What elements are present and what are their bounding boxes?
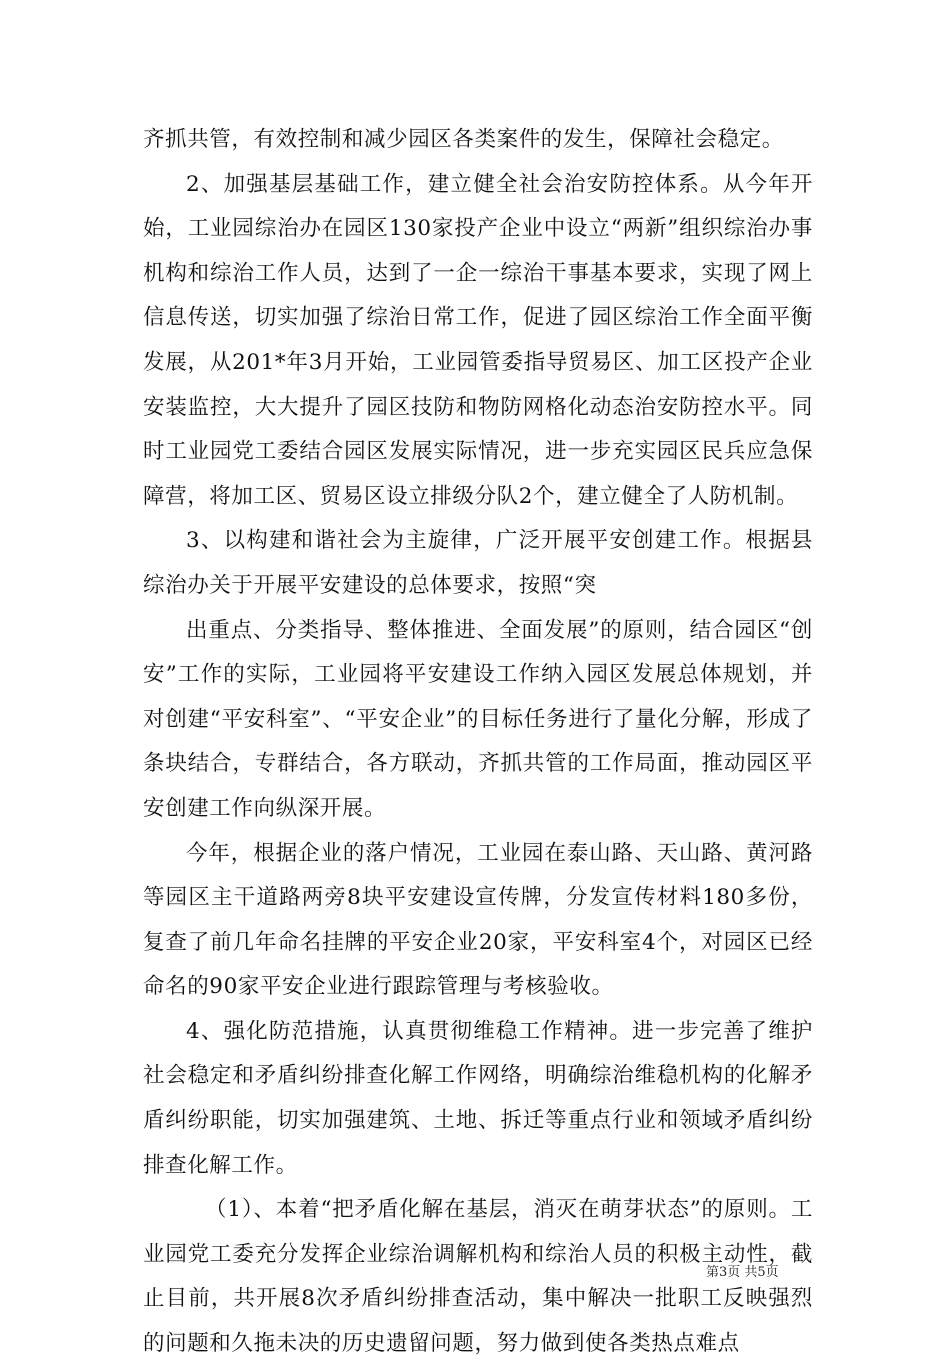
paragraph-section-2: 2、加强基层基础工作，建立健全社会治安防控体系。从今年开始，工业园综治办在园区130家投产企业中设立“两新”组织综治办事机构和综治工作人员，达到了一企一综治干事基本要求，实现了网上信息传送，切实加强了综治日常工作，促进了园区综治工作全面平衡发展，从201*年3月开始，工业园管委指导贸易区、加工区投产企业安装监控，大大提升了园区技防和物防网格化动态治安防控水平。同时工业园党工委结合园区发展实际情况，进一步充实园区民兵应急保障营，将加工区、贸易区设立排级分队2个，建立健全了人防机制。 [143, 171, 813, 509]
paragraph-continuation: 齐抓共管，有效控制和减少园区各类案件的发生，保障社会稳定。 [143, 127, 784, 152]
paragraph-section-3: 3、以构建和谐社会为主旋律，广泛开展平安创建工作。根据县综治办关于开展平安建设的总体要求，按照“突 [143, 528, 813, 598]
document-body [143, 118, 813, 1367]
paragraph-this-year: 今年，根据企业的落户情况，工业园在泰山路、天山路、黄河路等园区主干道路两旁8块平安建设宣传牌，分发宣传材料180多份，复查了前几年命名挂牌的平安企业20家，平安科室4个，对园区已经命名的90家平安企业进行跟踪管理与考核验收。 [143, 840, 813, 1000]
paragraph-section-4-item-1: （1）、本着“把矛盾化解在基层，消灭在萌芽状态”的原则。工业园党工委充分发挥企业综治调解机构和综治人员的积极主动性，截止目前，共开展8次矛盾纠纷排查活动，集中解决一批职工反映强烈的问题和久拖未决的历史遗留问题，努力做到使各类热点难点 [143, 1197, 813, 1357]
paragraph-section-4: 4、强化防范措施，认真贯彻维稳工作精神。进一步完善了维护社会稳定和矛盾纠纷排查化解工作网络，明确综治维稳机构的化解矛盾纠纷职能，切实加强建筑、土地、拆迁等重点行业和领域矛盾纠纷排查化解工作。 [143, 1018, 813, 1178]
page-indicator: 第3页 共5页 [706, 1265, 779, 1280]
paragraph-section-3-continued: 出重点、分类指导、整体推进、全面发展”的原则，结合园区“创安”工作的实际，工业园将平安建设工作纳入园区发展总体规划，并对创建“平安科室”、“平安企业”的目标任务进行了量化分解，形成了条块结合，专群结合，各方联动，齐抓共管的工作局面，推动园区平安创建工作向纵深开展。 [143, 617, 813, 821]
